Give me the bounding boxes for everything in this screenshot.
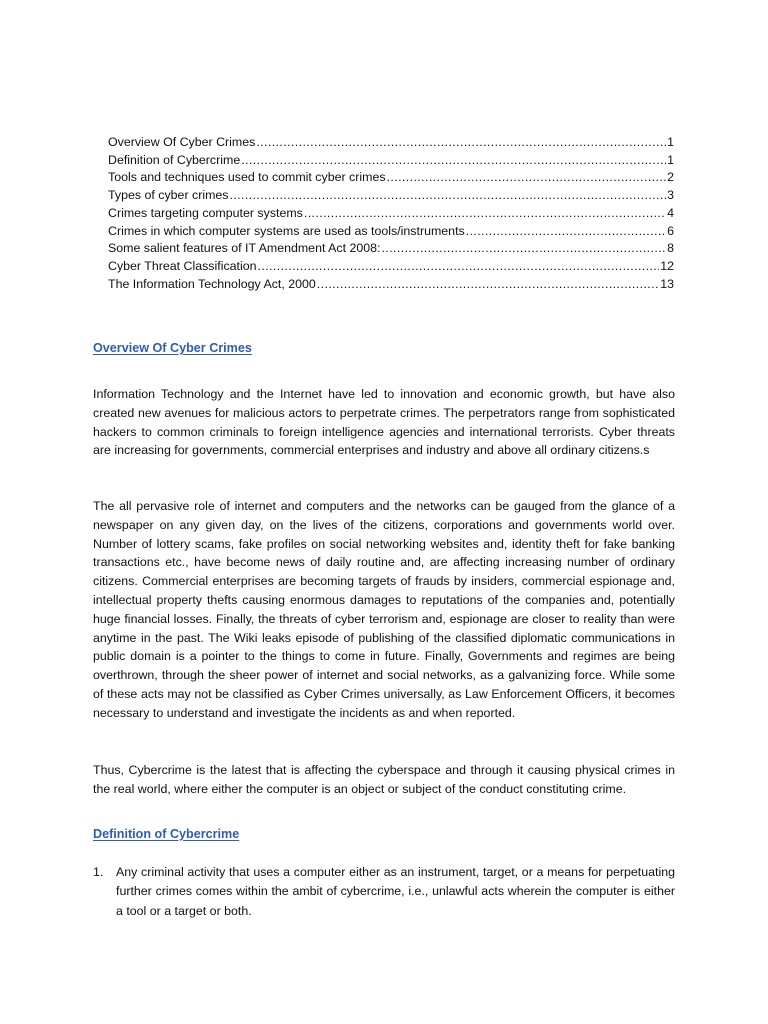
toc-dot-leader bbox=[466, 223, 666, 241]
toc-entry-title: Some salient features of IT Amendment Act 2008: bbox=[108, 241, 381, 256]
list-item-number: 1. bbox=[93, 865, 104, 879]
toc-entry-page: 12 bbox=[660, 258, 674, 273]
list-item bbox=[93, 863, 675, 921]
toc-dot-leader bbox=[230, 187, 667, 205]
toc-entry-page: 6 bbox=[667, 223, 674, 238]
definition-list bbox=[93, 863, 675, 921]
toc-entry-page: 2 bbox=[667, 170, 674, 185]
list-item-text: Any criminal activity that uses a computer either as an instrument, target, or a means for perpetuating further crimes comes within the ambit of cybercrime, i.e., unlawful acts wherein the computer is either a tool or a target or both. bbox=[116, 865, 675, 918]
toc-entry-page: 4 bbox=[667, 205, 674, 220]
overview-paragraph-3: Thus, Cybercrime is the latest that is affecting the cyberspace and through it causing physical crimes in the real world, where either the computer is an object or subject of the conduct constituting crime. bbox=[93, 763, 675, 796]
toc-entry-tools[interactable] bbox=[108, 169, 674, 187]
toc-dot-leader bbox=[304, 205, 666, 223]
toc-entry-title: Tools and techniques used to commit cyber crimes bbox=[108, 170, 386, 185]
section-heading-definition: Definition of Cybercrime bbox=[93, 827, 240, 841]
overview-paragraph-1: Information Technology and the Internet have led to innovation and economic growth, but have also created new avenues for malicious actors to perpetrate crimes. The perpetrators range from sophisticated hackers to common criminals to foreign intelligence agencies and international terrorists. Cyber threats are increasing for governments, commercial enterprises and industry and above all ordinary citizens.s bbox=[93, 387, 675, 458]
toc-dot-leader bbox=[387, 169, 667, 187]
toc-entry-overview[interactable] bbox=[108, 134, 674, 152]
toc-entry-title: Cyber Threat Classification bbox=[108, 258, 257, 273]
toc-entry-page: 3 bbox=[667, 188, 674, 203]
toc-entry-threat-classification[interactable] bbox=[108, 258, 674, 276]
toc-dot-leader bbox=[317, 276, 659, 294]
toc-entry-title: Definition of Cybercrime bbox=[108, 152, 241, 167]
toc-entry-title: Crimes targeting computer systems bbox=[108, 205, 303, 220]
toc-entry-page: 8 bbox=[667, 241, 674, 256]
toc-entry-definition[interactable] bbox=[108, 152, 674, 170]
section-heading-overview: Overview Of Cyber Crimes bbox=[93, 341, 252, 355]
toc-entry-targeting-systems[interactable] bbox=[108, 205, 674, 223]
toc-entry-page: 1 bbox=[667, 135, 674, 149]
overview-paragraph-2: The all pervasive role of internet and computers and the networks can be gauged from the glance of a newspaper on any given day, on the lives of the citizens, corporations and governments world over. Number of lottery scams, fake profiles on social networking websites and, identity theft for fake banking transactions etc., have become news of daily routine and, are affecting increasing number of ordinary citizens. Commercial enterprises are becoming targets of frauds by insiders, commercial espionage and, intellectual property thefts causing enormous damages to reputations of the companies and, potentially huge financial losses. Finally, the threats of cyber terrorism and, espionage are closer to reality than were anytime in the past. The Wiki leaks episode of publishing of the classified diplomatic communications in public domain is a pointer to the things to come in future. Finally, Governments and regimes are being overthrown, through the sheer power of internet and social networks, as a galvanizing force. While some of these acts may not be classified as Cyber Crimes universally, as Law Enforcement Officers, it becomes necessary to understand and investigate the incidents as and when reported. bbox=[93, 499, 675, 720]
toc-entry-title: Overview Of Cyber Crimes bbox=[108, 135, 256, 149]
toc-entry-title: Crimes in which computer systems are used as tools/instruments bbox=[108, 223, 465, 238]
toc-dot-leader bbox=[258, 258, 660, 276]
toc-entry-title: Types of cyber crimes bbox=[108, 188, 229, 203]
toc-entry-systems-as-tools[interactable] bbox=[108, 223, 674, 241]
toc-dot-leader bbox=[256, 134, 666, 152]
toc-entry-page: 13 bbox=[660, 276, 674, 291]
toc-entry-it-amendment[interactable] bbox=[108, 240, 674, 258]
toc-entry-title: The Information Technology Act, 2000 bbox=[108, 276, 316, 291]
toc-entry-types[interactable] bbox=[108, 187, 674, 205]
toc-entry-page: 1 bbox=[667, 152, 674, 167]
toc-entry-it-act-2000[interactable] bbox=[108, 276, 674, 294]
table-of-contents bbox=[108, 134, 674, 293]
toc-dot-leader bbox=[241, 152, 666, 170]
toc-dot-leader bbox=[382, 240, 667, 258]
